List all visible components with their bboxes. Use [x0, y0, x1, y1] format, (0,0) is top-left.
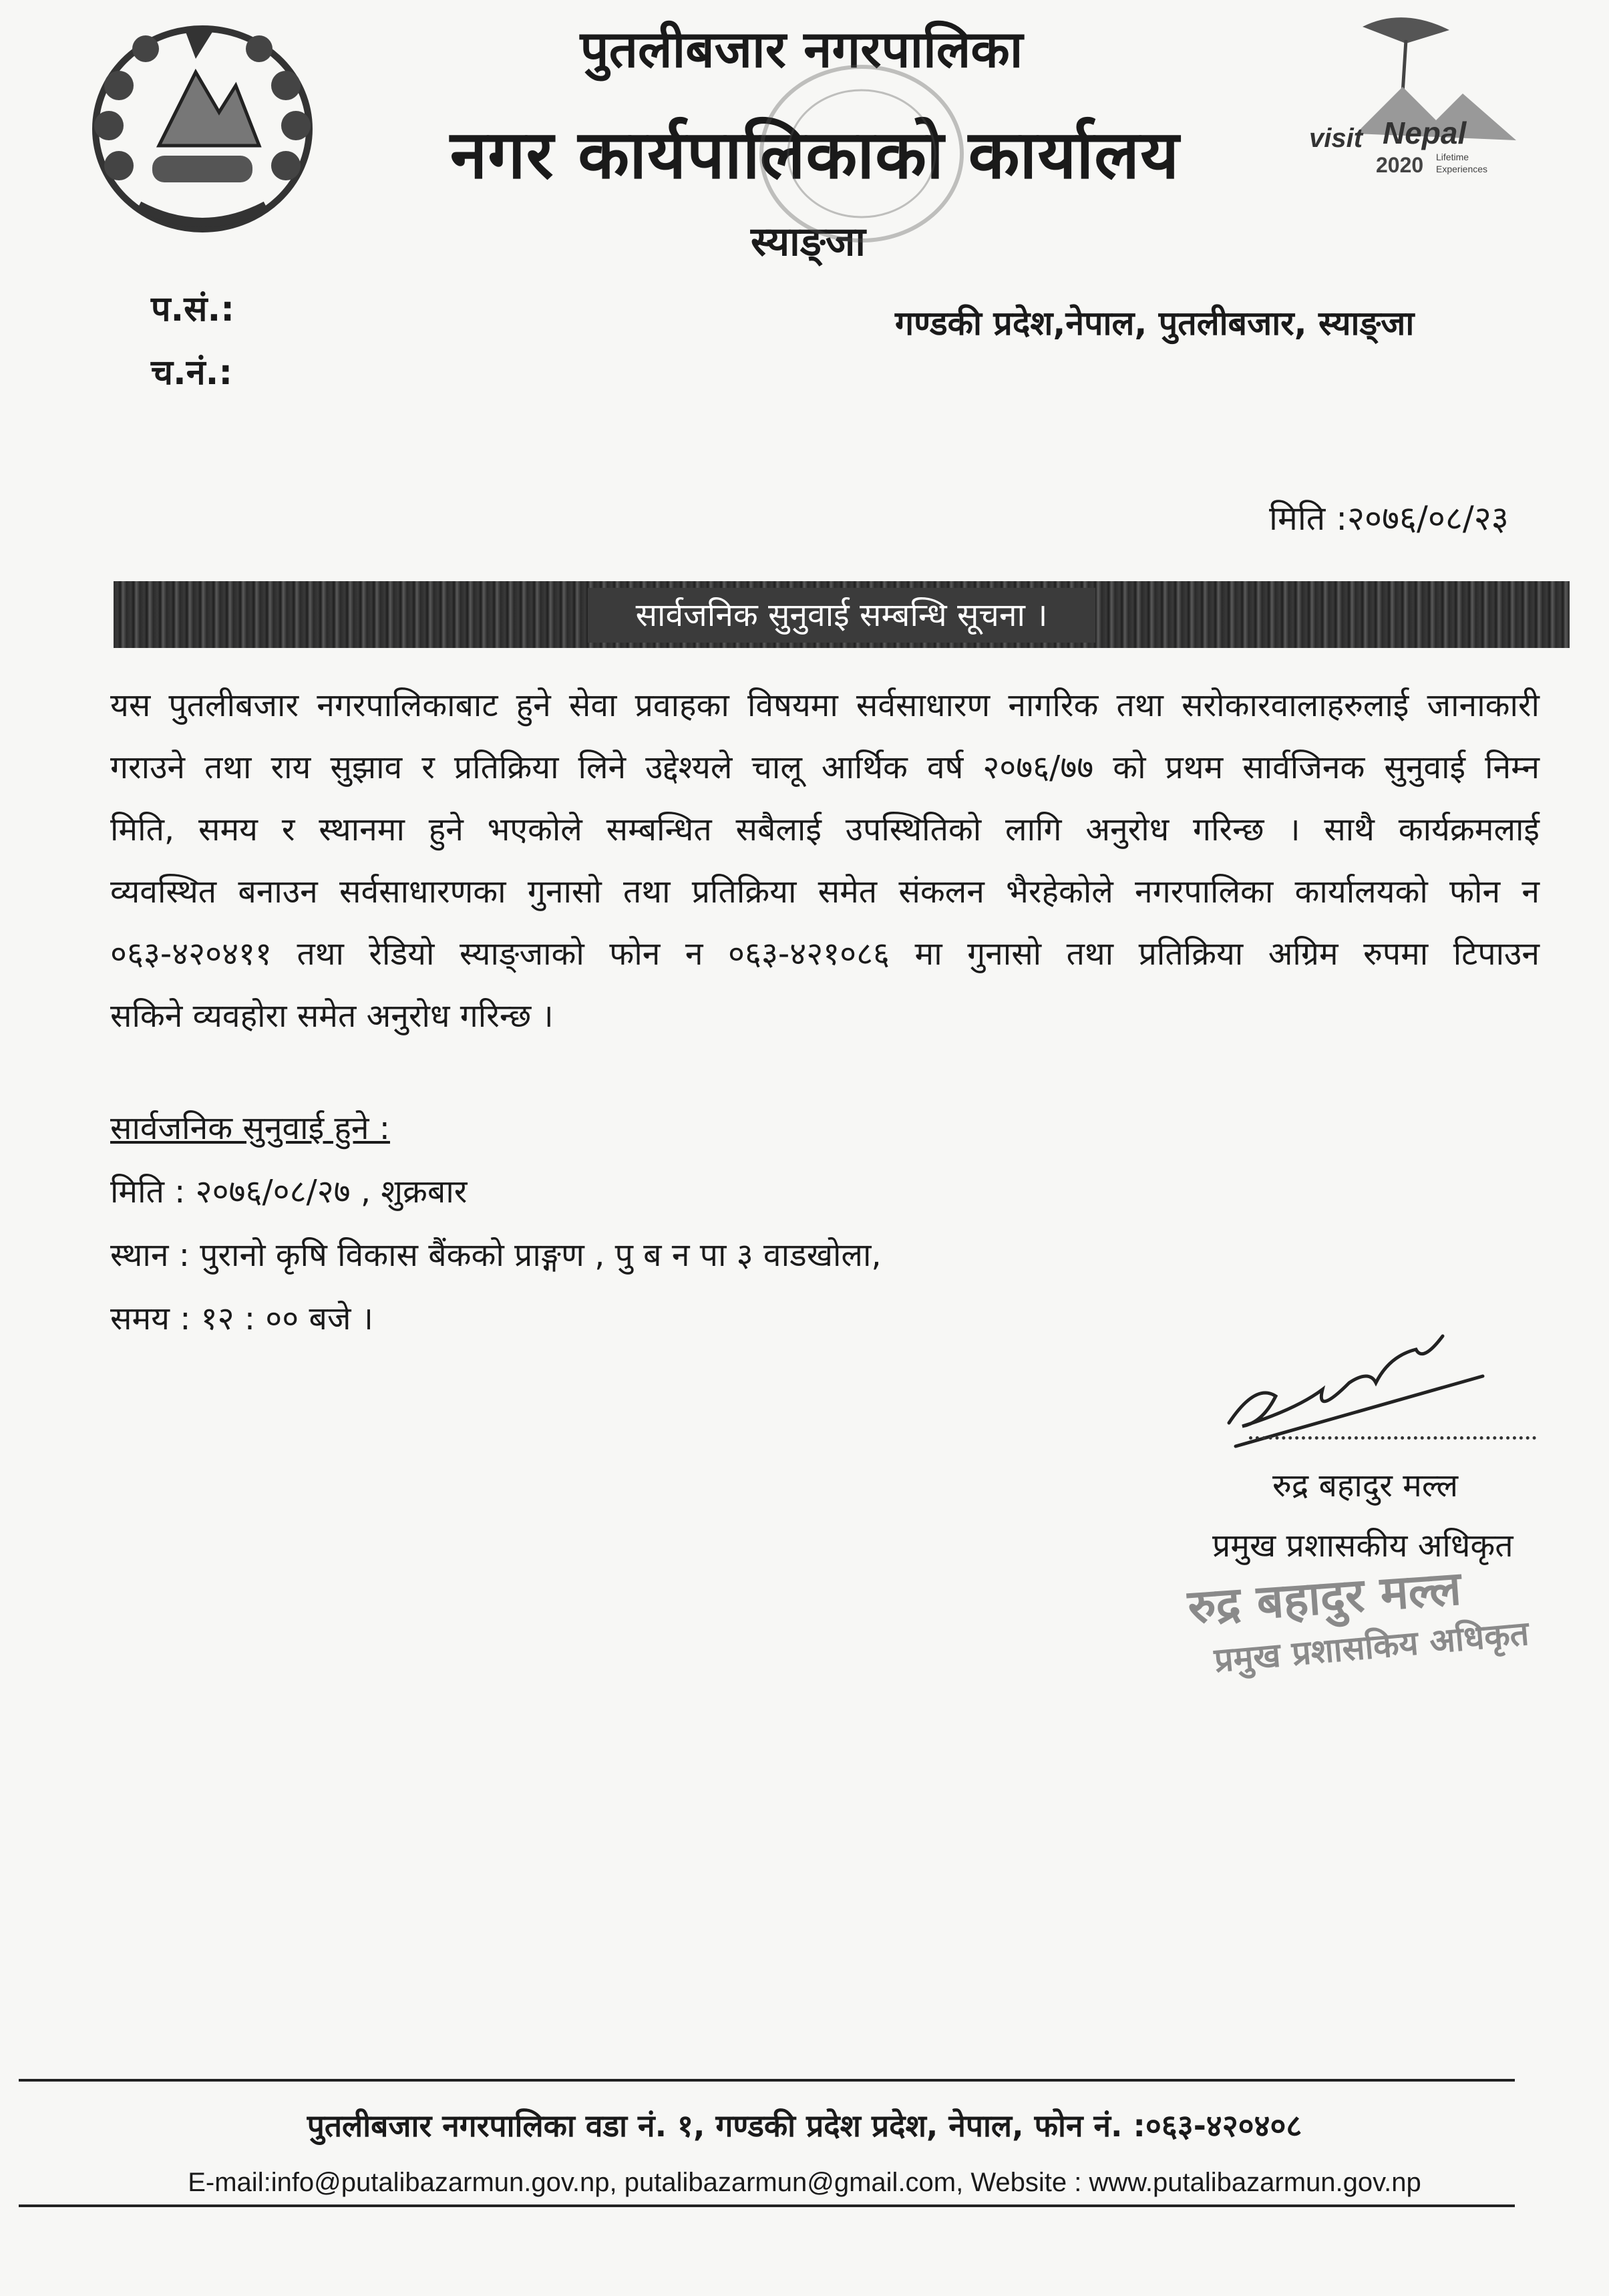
body-line: मिति, समय र स्थानमा हुने भएकोले सम्बन्धित सबैलाई उपस्थितिको लागि अनुरोध गरिन्छ । साथै कार्यक्रमलाई — [110, 811, 1540, 848]
footer-divider — [19, 2204, 1515, 2207]
signatory-title: प्रमुख प्रशासकीय अधिकृत — [1212, 1527, 1513, 1565]
office-address: गण्डकी प्रदेश,नेपाल, पुतलीबजार, स्याङ्जा — [895, 304, 1415, 343]
signature-line — [1249, 1436, 1536, 1440]
footer-divider — [19, 2079, 1515, 2082]
footer-address: पुतलीबजार नगरपालिका वडा नं. १, गण्डकी प्रदेश प्रदेश, नेपाल, फोन नं. :०६३-४२०४०८ — [307, 2108, 1302, 2144]
hearing-place: स्थान : पुरानो कृषि विकास बैंकको प्राङ्गण , पु ब न पा ३ वाडखोला, — [110, 1237, 882, 1274]
dispatch-number-label: च.नं.: — [151, 353, 233, 393]
stamp-title: प्रमुख प्रशासकिय अधिकृत — [1212, 1613, 1531, 1680]
stamp-name: रुद्र बहादुर मल्ल — [1186, 1561, 1463, 1635]
municipality-name: पुतलीबजार नगरपालिका — [580, 19, 1023, 79]
body-line: यस पुतलीबजार नगरपालिकाबाट हुने सेवा प्रवाहका विषयमा सर्वसाधारण नागरिक तथा सरोकारवालाहरुलाई जानाकारी — [110, 687, 1540, 724]
svg-text:Lifetime: Lifetime — [1436, 152, 1469, 162]
svg-text:2020: 2020 — [1376, 153, 1424, 177]
handwritten-signature-icon — [1216, 1309, 1496, 1483]
hearing-time: समय : १२ : ०० बजे । — [110, 1300, 373, 1337]
svg-text:visit: visit — [1309, 124, 1363, 153]
footer-contacts: E-mail:info@putalibazarmun.gov.np, putalibazarmun@gmail.com, Website : www.putalibazarmun.gov.np — [188, 2168, 1421, 2197]
body-line: व्यवस्थित बनाउन सर्वसाधारणका गुनासो तथा प्रतिक्रिया समेत संकलन भैरहेकोले नगरपालिका कार्यालयको फोन न — [110, 873, 1540, 911]
signatory-name: रुद्र बहादुर मल्ल — [1272, 1467, 1459, 1504]
district-name: स्याङ्जा — [751, 218, 866, 265]
svg-text:Experiences: Experiences — [1436, 164, 1488, 174]
svg-text:Nepal: Nepal — [1383, 116, 1467, 150]
body-line: गराउने तथा राय सुझाव र प्रतिक्रिया लिने उद्देश्यले चालू आर्थिक वर्ष २०७६/७७ को प्रथम सार्वजिनक सुनुवाई निम्न — [110, 749, 1540, 786]
hearing-heading: सार्वजनिक सुनुवाई हुने : — [110, 1110, 390, 1147]
notice-title: सार्वजनिक सुनुवाई सम्बन्धि सूचना । — [588, 588, 1095, 643]
nepal-government-emblem-icon — [79, 12, 326, 253]
faint-stamp-icon — [748, 53, 975, 254]
body-line: सकिने व्यवहोरा समेत अनुरोध गरिन्छ । — [110, 997, 554, 1035]
office-name: नगर कार्यपालिकाको कार्यालय — [450, 116, 1180, 194]
visit-nepal-2020-logo-icon — [1302, 13, 1530, 180]
notice-body — [110, 675, 1540, 1047]
letter-reference-label: प.सं.: — [151, 289, 234, 329]
letter-date: मिति :२०७६/०८/२३ — [1269, 499, 1509, 538]
hearing-date: मिति : २०७६/०८/२७ , शुक्रबार — [110, 1173, 468, 1210]
body-line: ०६३-४२०४११ तथा रेडियो स्याङ्जाको फोन न ०६३-४२१०८६ मा गुनासो तथा प्रतिक्रिया अग्रिम रुपमा टिपाउन — [110, 935, 1540, 973]
